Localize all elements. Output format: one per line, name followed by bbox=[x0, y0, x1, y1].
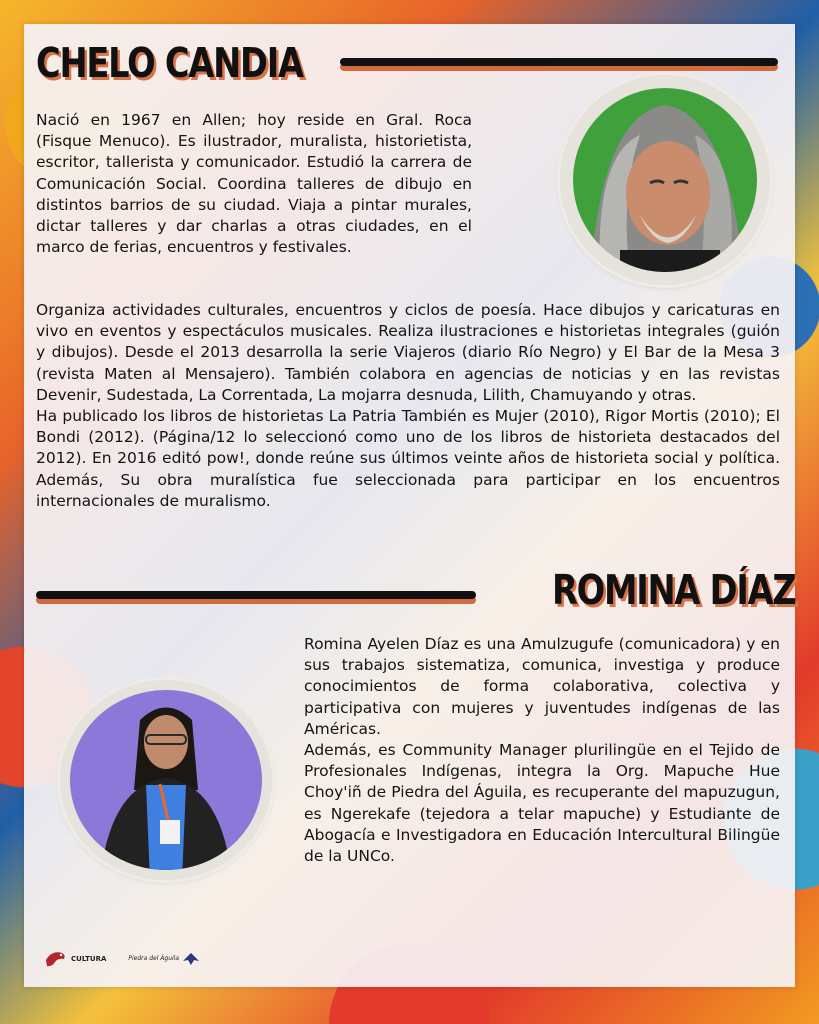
piedra-logo-text: Piedra del Águila bbox=[128, 955, 180, 962]
brush-stroke-divider bbox=[340, 58, 778, 66]
person2-bio bbox=[304, 634, 780, 867]
person1-photo bbox=[560, 75, 770, 285]
brush-stroke-divider bbox=[36, 591, 476, 599]
eagle-icon bbox=[182, 951, 200, 967]
piedra-del-aguila-logo bbox=[128, 951, 200, 967]
person1-portrait-illustration bbox=[560, 75, 770, 285]
footer-logos bbox=[44, 948, 200, 970]
cultura-logo bbox=[44, 948, 106, 970]
person1-bio-continued bbox=[36, 300, 780, 512]
bird-icon bbox=[44, 948, 68, 970]
person2-name-heading: ROMINA DÍAZ bbox=[552, 566, 796, 614]
person1-bio-publications-text: Ha publicado los libros de historietas La Patria También es Mujer (2010), Rigor Mortis (2010); El Bondi (2012). (Página/12 lo seleccionó como uno de los libros de historieta destacados del 2012). En 2016 editó pow!, donde reúne sus últimos veinte años de historieta social y política. Además, Su obra muralística fue seleccionada para participar en los encuentros internacionales de muralismo. bbox=[36, 407, 780, 510]
person1-bio-intro-text: Nació en 1967 en Allen; hoy reside en Gral. Roca (Fisque Menuco). Es ilustrador, muralista, historietista, escritor, tallerista y comunicador. Estudió la carrera de Comunicación Social. Coordina talleres de dibujo en distintos barrios de su ciudad. Viaja a pintar murales, dictar talleres y dar charlas a otras ciudades, en el marco de ferias, encuentros y festivales. bbox=[36, 111, 472, 257]
person2-portrait-illustration bbox=[60, 680, 272, 880]
person2-bio-continued-text: Además, es Community Manager plurilingüe en el Tejido de Profesionales Indígenas, integra la Org. Mapuche Hue Choy'iñ de Piedra del Águila, es recuperante del mapuzugun, es Ngerekafe (tejedora a telar mapuche) y Estudiante de Abogacía e Investigadora en Educación Intercultural Bilingüe de la UNCo. bbox=[304, 741, 780, 866]
person1-bio-intro bbox=[36, 110, 472, 258]
person2-bio-intro-text: Romina Ayelen Díaz es una Amulzugufe (comunicadora) y en sus trabajos sistematiza, comunica, investiga y produce conocimientos de forma colaborativa, colectiva y participativa con mujeres y juventudes indígenas de las Américas. bbox=[304, 635, 780, 738]
person1-bio-activities-text: Organiza actividades culturales, encuentros y ciclos de poesía. Hace dibujos y caricaturas en vivo en eventos y espectáculos musicales. Realiza ilustraciones e historietas integrales (guión y dibujos). Desde el 2013 desarrolla la serie Viajeros (diario Río Negro) y El Bar de la Mesa 3 (revista Maten al Mensajero). También colabora en agencias de noticias y en las revistas Devenir, Sudestada, La Correntada, La mojarra desnuda, Lilith, Chamuyando y otras. bbox=[36, 301, 780, 404]
person2-photo bbox=[60, 680, 272, 880]
person1-name-heading: CHELO CANDIA bbox=[36, 39, 303, 87]
cultura-logo-text: CULTURA bbox=[71, 954, 107, 963]
